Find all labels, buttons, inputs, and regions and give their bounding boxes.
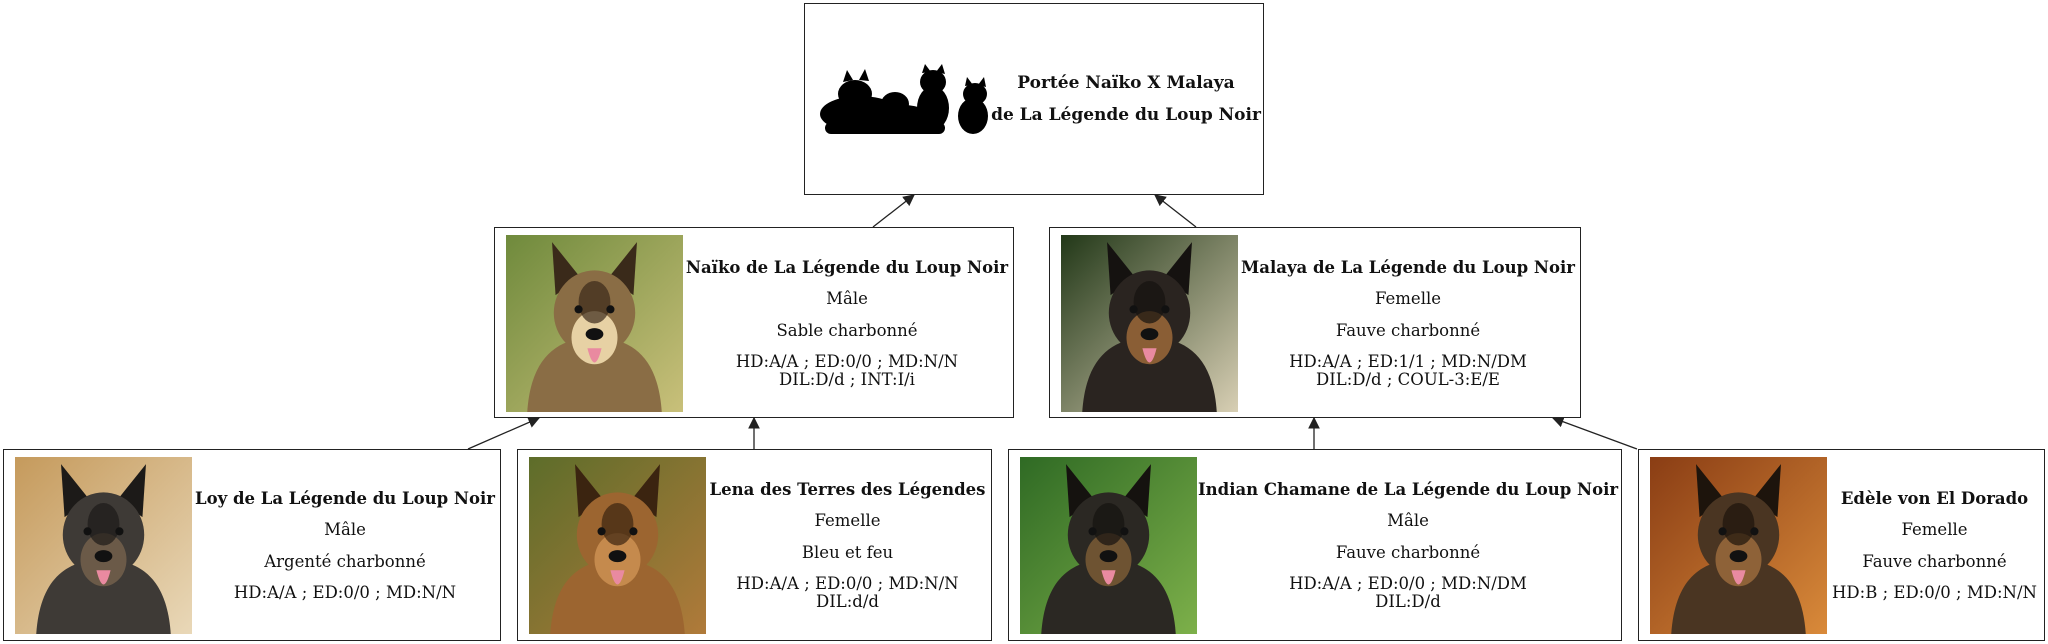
dog-tests-line-1: HD:A/A ; ED:0/0 ; MD:N/N (735, 351, 959, 371)
dog-info (1827, 450, 2042, 640)
dog-health-tests (1289, 353, 1527, 389)
dog-photo (15, 457, 192, 634)
sable-dog-photo (506, 235, 683, 412)
dog-name: Malaya de La Légende du Loup Noir (1241, 257, 1575, 277)
dog-info (1240, 228, 1576, 417)
dog-health-tests (1832, 584, 2037, 602)
dog-health-tests (234, 584, 456, 602)
dog-node-lena (517, 449, 992, 641)
edge-naiko-to-litter (873, 195, 914, 227)
dog-photo (506, 235, 683, 412)
dog-info (1199, 450, 1617, 640)
dog-sex: Mâle (1387, 511, 1429, 530)
dog-tests-line-1: HD:A/A ; ED:0/0 ; MD:N/N (736, 574, 959, 593)
dog-color: Fauve charbonné (1335, 320, 1481, 340)
dog-tests-line-2: DIL:d/d (816, 592, 879, 611)
dog-node-loy (3, 449, 501, 641)
dog-node-malaya (1049, 227, 1581, 418)
dog-photo (1650, 457, 1827, 634)
dog-color: Fauve charbonné (1862, 552, 2007, 571)
dog-info (685, 228, 1009, 417)
dog-color: Sable charbonné (776, 320, 918, 340)
fawn-dog-photo (1650, 457, 1827, 634)
edge-loy-to-naiko (468, 418, 539, 449)
dog-node-naiko (494, 227, 1014, 418)
dog-tests-line-2: DIL:D/d ; INT:I/i (779, 369, 915, 389)
dog-health-tests (736, 575, 958, 611)
red-dog-photo (529, 457, 706, 634)
dog-name: Loy de La Légende du Loup Noir (195, 489, 495, 508)
dog-photo (1061, 235, 1238, 412)
dog-sex: Mâle (826, 288, 868, 308)
dog-tests-line-1: HD:A/A ; ED:1/1 ; MD:N/DM (1289, 351, 1527, 371)
dog-info (194, 450, 496, 640)
silver-dog-photo (15, 457, 192, 634)
litter-title: Portée Naïko X Malaya (1017, 73, 1235, 93)
dark-dog-photo (1020, 457, 1197, 634)
litter-info (991, 4, 1261, 194)
dog-node-edele (1638, 449, 2045, 641)
dog-photo (529, 457, 706, 634)
litter-subtitle: de La Légende du Loup Noir (991, 105, 1261, 125)
dog-info (708, 450, 987, 640)
dog-color: Argenté charbonné (264, 552, 426, 571)
litter-node (804, 3, 1264, 195)
dog-health-tests (1289, 575, 1527, 611)
black-tan-dog-photo (1061, 235, 1238, 412)
dog-sex: Femelle (814, 511, 881, 530)
dog-tests-line-1: HD:A/A ; ED:0/0 ; MD:N/DM (1289, 574, 1527, 593)
dog-name: Edèle von El Dorado (1840, 489, 2029, 508)
dog-color: Bleu et feu (801, 543, 894, 562)
dog-sex: Mâle (324, 520, 366, 539)
dog-sex: Femelle (1374, 288, 1442, 308)
dog-tests-line-2: DIL:D/d (1375, 592, 1441, 611)
dog-name: Indian Chamane de La Légende du Loup Noir (1197, 480, 1619, 499)
dog-tests-line-1: HD:A/A ; ED:0/0 ; MD:N/N (233, 583, 457, 602)
dog-name: Lena des Terres des Légendes (709, 480, 986, 499)
dog-tests-line-2: DIL:D/d ; COUL-3:E/E (1316, 369, 1500, 389)
dog-tests-line-1: HD:B ; ED:0/0 ; MD:N/N (1832, 583, 2037, 602)
dog-node-indian-chamane (1008, 449, 1622, 641)
dog-health-tests (736, 353, 958, 389)
puppies-silhouette-icon (815, 64, 993, 142)
dog-sex: Femelle (1901, 520, 1968, 539)
dog-name: Naïko de La Légende du Loup Noir (685, 257, 1009, 277)
dog-photo (1020, 457, 1197, 634)
dog-color: Fauve charbonné (1335, 543, 1481, 562)
edge-malaya-to-litter (1155, 195, 1196, 227)
edge-edele-to-malaya (1553, 418, 1637, 449)
